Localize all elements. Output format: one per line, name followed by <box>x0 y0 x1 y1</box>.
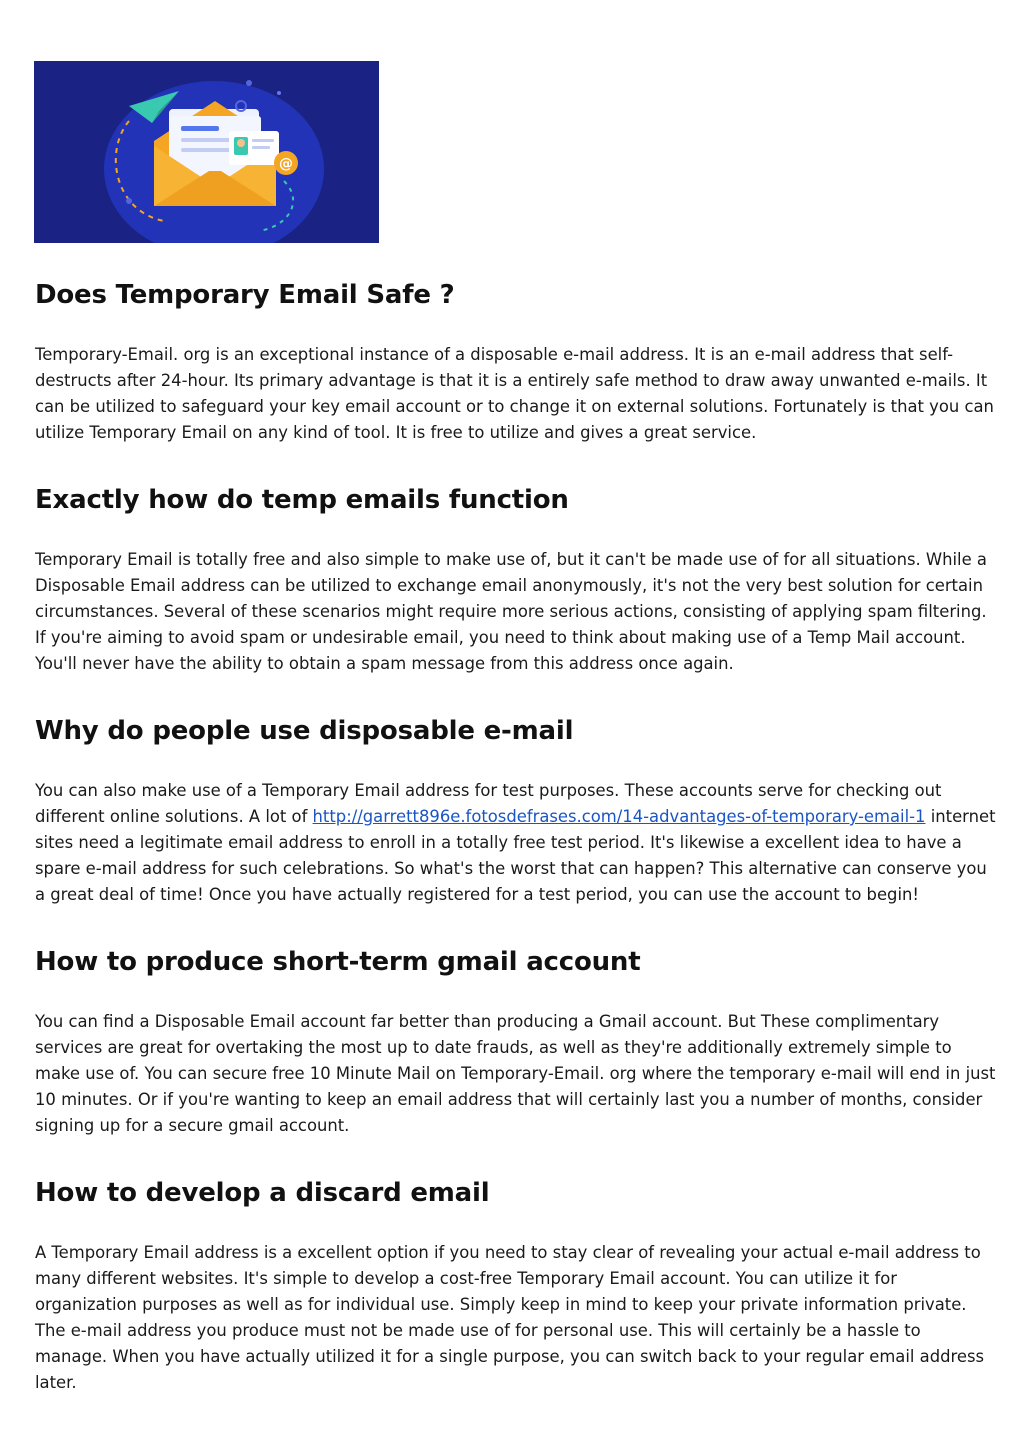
section-paragraph: Temporary Email is totally free and also simple to make use of, but it can't be made use of for all situations. While a Disposable Email address can be utilized to exchange email anonymously, it's not the very best solution for certain circumstances. Several of these scenarios might require more serious actions, consisting of applying spam filtering. If you're aiming to avoid spam or undesirable email, you need to think about making use of a Temp Mail account. You'll never have the ability to obtain a spam message from this address once again. <box>35 550 987 673</box>
paragraph-text: You can also make use of a Temporary Email address for test purposes. These accounts serve for checking out different online solutions. A lot of <box>35 781 942 826</box>
section-heading: Does Temporary Email Safe ? <box>35 280 455 310</box>
article-content <box>35 278 997 1396</box>
section-paragraph: Temporary-Email. org is an exceptional instance of a disposable e-mail address. It is an e-mail address that self-destructs after 24-hour. Its primary advantage is that it is a entirely safe method to draw away unwanted e-mails. It can be utilized to safeguard your key email account or to change it on external solutions. Fortunately is that you can utilize Temporary Email on any kind of tool. It is free to utilize and gives a great service. <box>35 345 994 442</box>
paragraph-text: internet sites need a legitimate email address to enroll in a totally free test period. It's likewise a excellent idea to have a spare e-mail address for such celebrations. So what's the worst that can happen? This alternative can conserve you a great deal of time! Once you have actually registered for a test period, you can use the account to begin! <box>35 807 996 904</box>
article-link[interactable]: http://garrett896e.fotosdefrases.com/14-advantages-of-temporary-email-1 <box>312 807 926 826</box>
section-paragraph: A Temporary Email address is a excellent option if you need to stay clear of revealing your actual e-mail address to many different websites. It's simple to develop a cost-free Temporary Email account. You can utilize it for organization purposes as well as for individual use. Simply keep in mind to keep your private information private. The e-mail address you produce must not be made use of for personal use. This will certainly be a hassle to manage. When you have actually utilized it for a single purpose, you can switch back to your regular email address later. <box>35 1243 985 1392</box>
section-paragraph: You can find a Disposable Email account far better than producing a Gmail account. But These complimentary services are great for overtaking the most up to date frauds, as well as they're additionally extremely simple to make use of. You can secure free 10 Minute Mail on Temporary-Email. org where the temporary e-mail will end in just 10 minutes. Or if you're wanting to keep an email address that will certainly last you a number of months, consider signing up for a secure gmail account. <box>35 1012 996 1135</box>
section-heading: Why do people use disposable e-mail <box>35 716 574 746</box>
svg-text:@: @ <box>279 156 293 172</box>
section-heading: How to develop a discard email <box>35 1178 490 1208</box>
email-envelope-illustration <box>34 61 379 243</box>
section-heading: How to produce short-term gmail account <box>35 947 641 977</box>
hero-illustration <box>34 61 379 243</box>
section-paragraph <box>35 778 997 908</box>
section-heading: Exactly how do temp emails function <box>35 485 569 515</box>
